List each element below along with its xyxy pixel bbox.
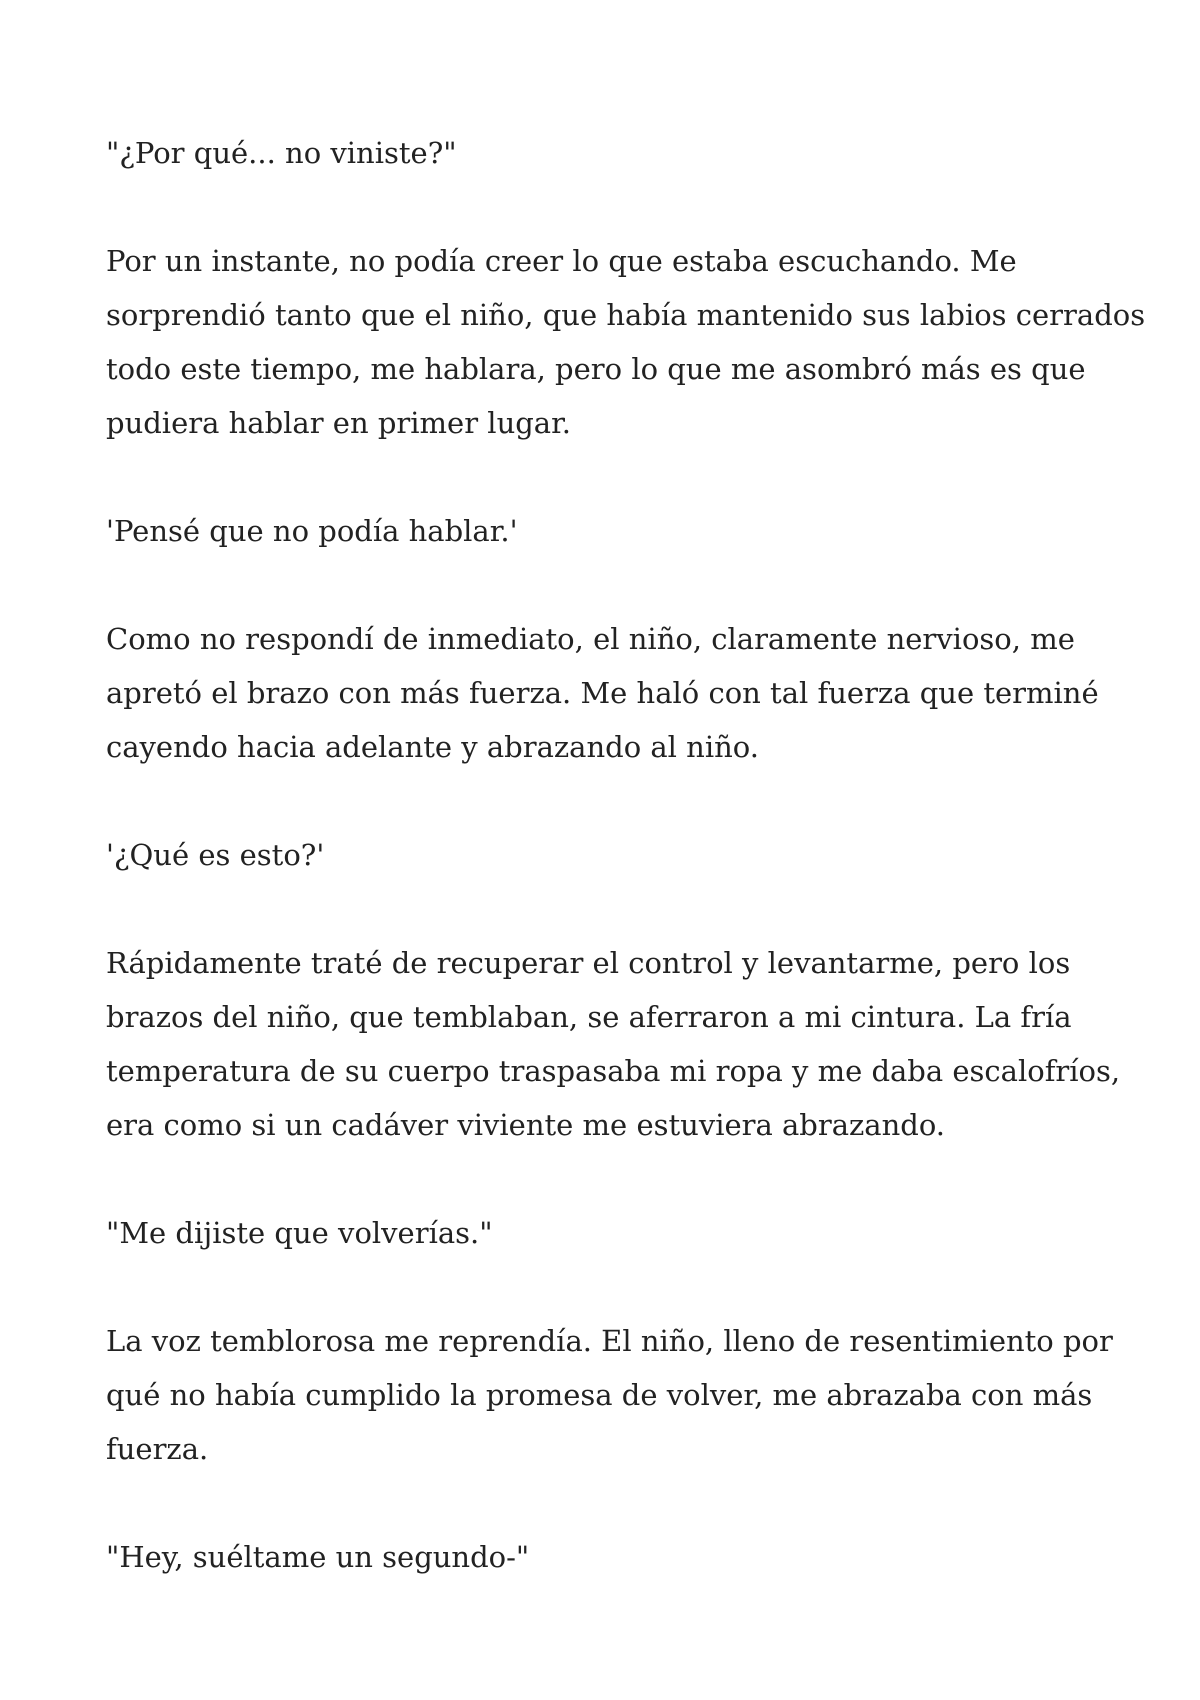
text-line: era como si un cadáver viviente me estuviera abrazando. (106, 1108, 945, 1142)
paragraph-3 (106, 504, 1106, 558)
text-line: qué no había cumplido la promesa de volver, me abrazaba con más (106, 1378, 1093, 1412)
text-line: '¿Qué es esto?' (106, 838, 325, 872)
text-line: temperatura de su cuerpo traspasaba mi ropa y me daba escalofríos, (106, 1054, 1121, 1088)
text-line: brazos del niño, que temblaban, se aferraron a mi cintura. La fría (106, 1000, 1072, 1034)
text-line: apretó el brazo con más fuerza. Me haló con tal fuerza que terminé (106, 676, 1099, 710)
paragraph-8 (106, 1314, 1113, 1476)
text-line: "Me dijiste que volverías." (106, 1216, 493, 1250)
text-line: Rápidamente traté de recuperar el control y levantarme, pero los (106, 946, 1071, 980)
text-line: "Hey, suéltame un segundo-" (106, 1540, 530, 1574)
text-line: 'Pensé que no podía hablar.' (106, 514, 518, 548)
paragraph-6 (106, 936, 1121, 1152)
paragraph-1 (106, 126, 1106, 180)
paragraph-2 (106, 234, 1146, 450)
text-line: sorprendió tanto que el niño, que había mantenido sus labios cerrados (106, 298, 1146, 332)
text-line: cayendo hacia adelante y abrazando al niño. (106, 730, 759, 764)
document-page (106, 126, 1146, 1638)
text-line: pudiera hablar en primer lugar. (106, 406, 571, 440)
text-line: Por un instante, no podía creer lo que estaba escuchando. Me (106, 244, 1017, 278)
paragraph-7 (106, 1206, 1106, 1260)
text-line: fuerza. (106, 1432, 209, 1466)
text-line: "¿Por qué... no viniste?" (106, 136, 457, 170)
paragraph-4 (106, 612, 1106, 774)
text-line: Como no respondí de inmediato, el niño, claramente nervioso, me (106, 622, 1075, 656)
paragraph-9 (106, 1530, 1106, 1584)
text-line: La voz temblorosa me reprendía. El niño, lleno de resentimiento por (106, 1324, 1113, 1358)
text-line: todo este tiempo, me hablara, pero lo que me asombró más es que (106, 352, 1086, 386)
paragraph-5 (106, 828, 1106, 882)
